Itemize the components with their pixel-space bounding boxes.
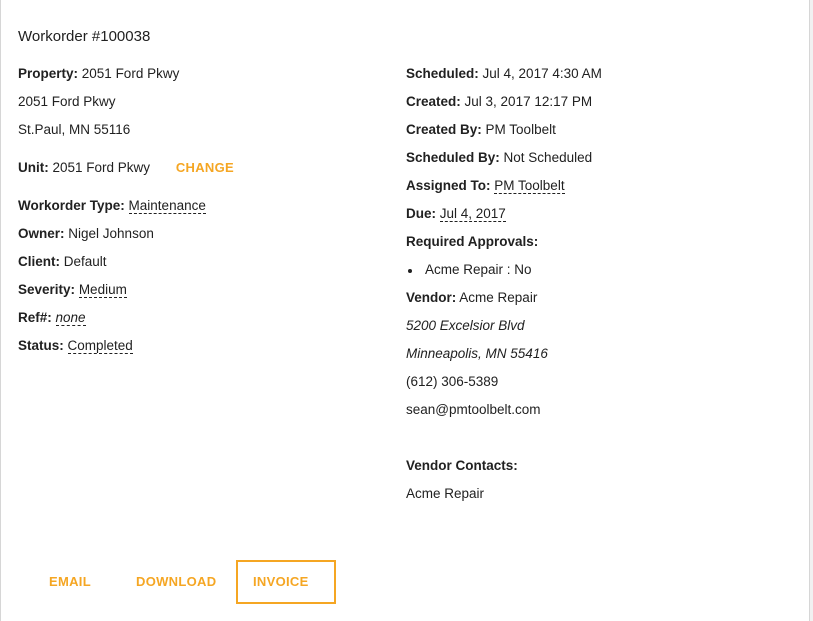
vendor-label: Vendor:: [406, 290, 457, 305]
scheduled-by-row: [406, 146, 806, 174]
client-label: Client:: [18, 254, 60, 269]
workorder-type-value[interactable]: Maintenance: [128, 198, 206, 213]
assigned-to-value[interactable]: PM Toolbelt: [494, 178, 565, 193]
vendor-contacts-row: [406, 454, 806, 482]
ref-value[interactable]: none: [55, 310, 86, 325]
client-row: [18, 250, 388, 278]
owner-value: Nigel Johnson: [68, 226, 154, 241]
vendor-contacts-label: Vendor Contacts:: [406, 458, 518, 473]
created-row: [406, 90, 806, 118]
vendor-address-line2: Minneapolis, MN 55416: [406, 346, 548, 361]
status-value[interactable]: Completed: [67, 338, 133, 353]
property-label: Property:: [18, 66, 79, 81]
property-address-line1: 2051 Ford Pkwy: [18, 94, 116, 109]
workorder-details-left: [18, 62, 388, 362]
created-value: Jul 3, 2017 12:17 PM: [464, 94, 593, 109]
due-label: Due:: [406, 206, 436, 221]
property-row: [18, 62, 388, 90]
vendor-phone: (612) 306-5389: [406, 374, 499, 389]
scheduled-row: [406, 62, 806, 90]
required-approvals-label: [406, 230, 806, 258]
vendor-contact-item: Acme Repair: [406, 486, 485, 501]
created-by-row: [406, 118, 806, 146]
action-bar: [1, 560, 801, 604]
scheduled-label: Scheduled:: [406, 66, 479, 81]
unit-row: [18, 156, 388, 184]
download-button[interactable]: DOWNLOAD: [136, 574, 217, 589]
ref-row: [18, 306, 388, 334]
spacer: [406, 426, 806, 454]
vendor-value: Acme Repair: [459, 290, 538, 305]
approval-item: Acme Repair : No: [406, 258, 806, 286]
workorder-details-right: [406, 62, 806, 510]
property-address-line2: St.Paul, MN 55116: [18, 122, 131, 137]
severity-label: Severity:: [18, 282, 76, 297]
created-by-value: PM Toolbelt: [485, 122, 556, 137]
invoice-button[interactable]: INVOICE: [236, 560, 336, 604]
due-row: [406, 202, 806, 230]
severity-value[interactable]: Medium: [78, 282, 127, 297]
due-value[interactable]: Jul 4, 2017: [439, 206, 506, 221]
created-by-label: Created By:: [406, 122, 482, 137]
property-value: 2051 Ford Pkwy: [81, 66, 180, 81]
owner-row: [18, 222, 388, 250]
unit-label: Unit:: [18, 160, 49, 175]
unit-value: 2051 Ford Pkwy: [52, 160, 151, 175]
change-unit-button[interactable]: CHANGE: [175, 160, 234, 175]
status-row: [18, 334, 388, 362]
severity-row: [18, 278, 388, 306]
scheduled-by-value: Not Scheduled: [503, 150, 593, 165]
email-button[interactable]: EMAIL: [49, 574, 91, 589]
vendor-row: [406, 286, 806, 314]
scheduled-value: Jul 4, 2017 4:30 AM: [482, 66, 602, 81]
vendor-email: sean@pmtoolbelt.com: [406, 402, 541, 417]
vendor-address-line1: 5200 Excelsior Blvd: [406, 318, 525, 333]
workorder-type-row: [18, 194, 388, 222]
workorder-title: Workorder #100038: [18, 28, 151, 45]
ref-label: Ref#:: [18, 310, 52, 325]
status-label: Status:: [18, 338, 64, 353]
workorder-type-label: Workorder Type:: [18, 198, 125, 213]
created-label: Created:: [406, 94, 461, 109]
scheduled-by-label: Scheduled By:: [406, 150, 500, 165]
client-value: Default: [63, 254, 107, 269]
assigned-to-row: [406, 174, 806, 202]
required-approvals-heading: Required Approvals:: [406, 234, 539, 249]
owner-label: Owner:: [18, 226, 65, 241]
assigned-to-label: Assigned To:: [406, 178, 491, 193]
